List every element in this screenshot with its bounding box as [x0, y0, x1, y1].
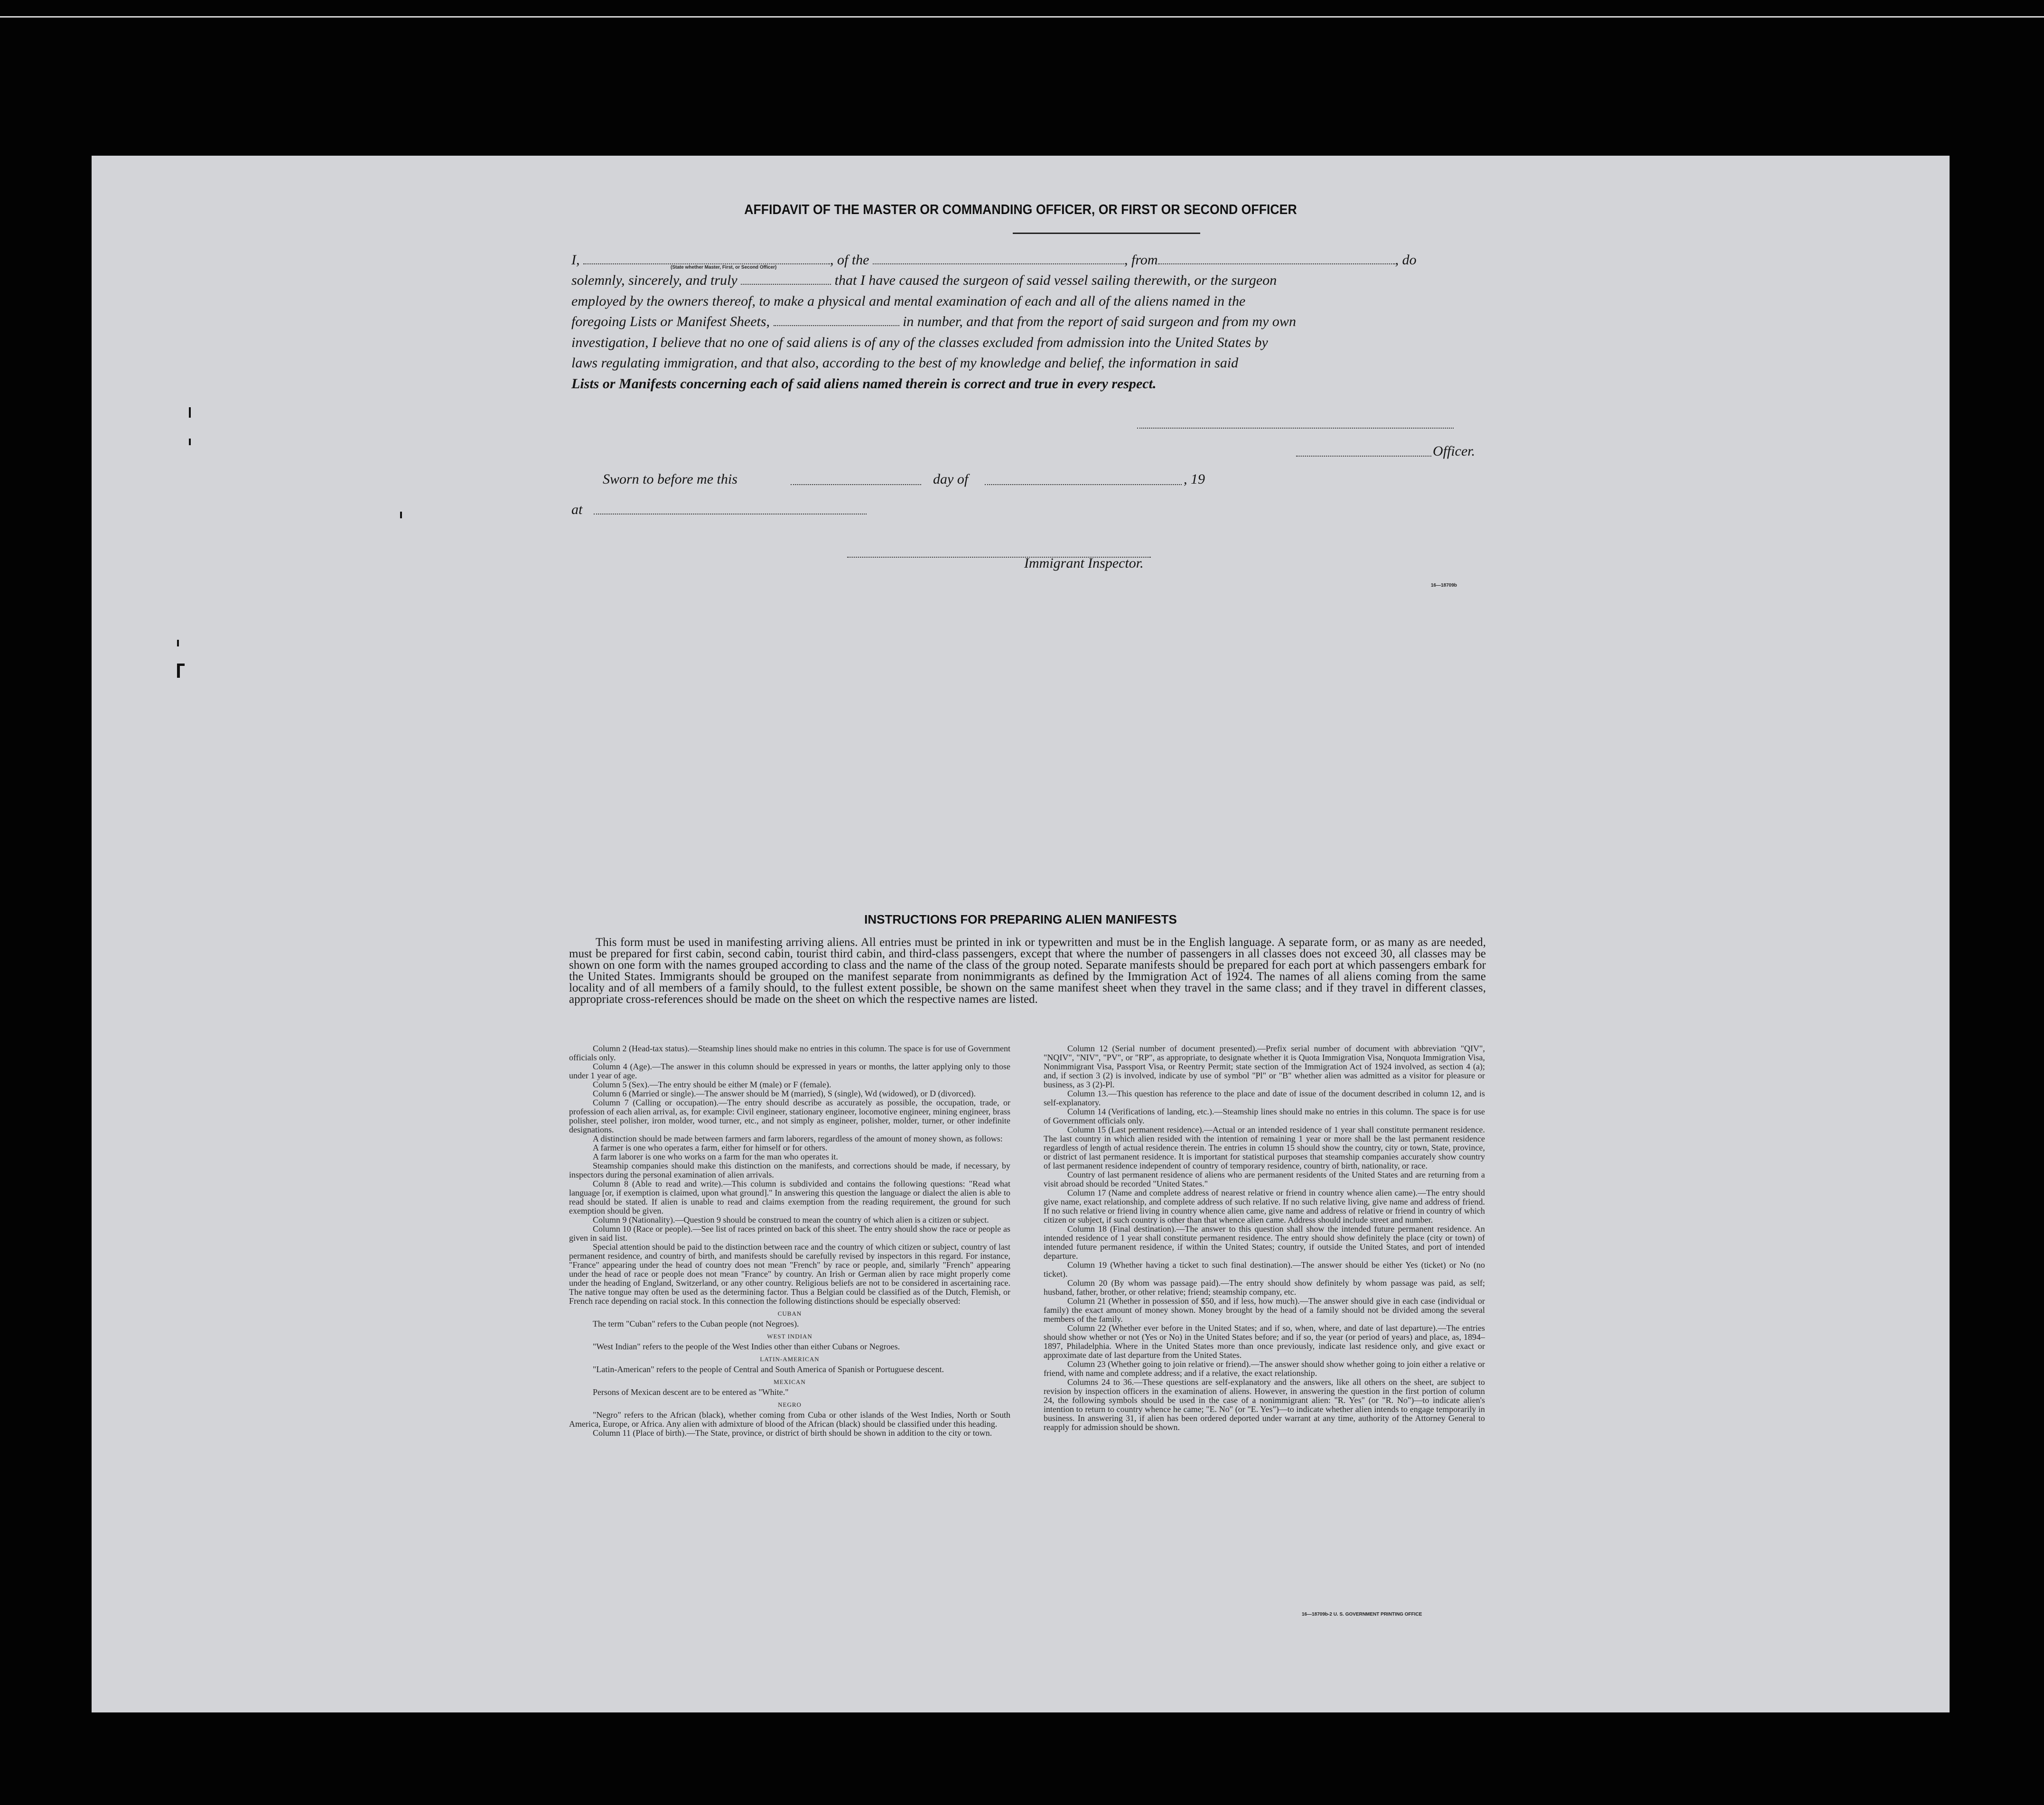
- affidavit-line-5: investigation, I believe that no one of said aliens is of any of the classes excluded from admission into the United States by: [571, 335, 1268, 350]
- col-9-note: Column 9 (Nationality).—Question 9 should be construed to mean the country of which alien is a citizen or subject.: [593, 1215, 989, 1225]
- sworn-month-field[interactable]: [985, 483, 1182, 485]
- col-8-note: Column 8 (Able to read and write).—This column is subdivided and contains the following questions: "Read what language [or, if exemption is claimed, upon what ground]." In answering this question the language or dialect the alien is able to read should be stated. If alien is unable to read and claims exemption from the reading requirement, the ground for such exemption should be given.: [569, 1179, 1010, 1216]
- col-10-note: Column 10 (Race or people).—See list of races printed on back of this sheet. The entry should show the race or people as given in said list.: [569, 1224, 1010, 1243]
- officer-label: Officer.: [1433, 443, 1475, 459]
- farmer-note: A distinction should be made between farmers and farm laborers, regardless of the amount of money shown, as follows:: [593, 1134, 1003, 1143]
- form-number: 16—18709b: [1431, 583, 1457, 588]
- signature-line[interactable]: [1137, 427, 1454, 429]
- latin-american-heading: LATIN-AMERICAN: [760, 1356, 820, 1363]
- col-2-note: Column 2 (Head-tax status).—Steamship lines should make no entries in this column. The space is for use of Government officials only.: [569, 1044, 1010, 1062]
- col-20-note: Column 20 (By whom was passage paid).—The entry should show definitely by whom passage was paid, as self; husband, father, brother, or other relative; friend; steamship company, etc.: [1044, 1278, 1485, 1297]
- affidavit-line-2b: that I have caused the surgeon of said vessel sailing therewith, or the surgeon: [834, 272, 1277, 288]
- oath-manner-field[interactable]: [741, 271, 831, 285]
- sworn-label: Sworn to before me this: [603, 471, 737, 487]
- year-label: , 19: [1184, 471, 1205, 487]
- latin-american-def: "Latin-American" refers to the people of Central and South America of Spanish or Portuguese descent.: [593, 1365, 944, 1374]
- vessel-name-field[interactable]: [873, 251, 1124, 264]
- printer-line: 16—18709b-2 U. S. GOVERNMENT PRINTING OFFICE: [1302, 1612, 1422, 1617]
- scan-mark: [178, 664, 185, 666]
- at-place-field[interactable]: [594, 513, 867, 514]
- scan-mark: [400, 512, 402, 518]
- col-6-note: Column 6 (Married or single).—The answer should be M (married), S (single), Wd (widowed), or D (divorced).: [593, 1089, 976, 1098]
- manifest-page: [92, 156, 1950, 1712]
- race-note: Special attention should be paid to the distinction between race and the country of which citizen or subject, country of last permanent residence, and country of birth, and manifests should be carefully revised by inspectors in this regard. For instance, "France" appearing under the head of country does not mean "French" by race or people, and, similarly "French" appearing under the head of race or people does not mean "France" by country. An Irish or German alien by race might properly come under the heading of England, Switzerland, or any other country. Religious beliefs are not to be considered in ascertaining race. The native tongue may often be used as the determining factor. Thus a Belgian could be classified as of the Dutch, Flemish, or French race depending on racial stock. In this connection the following distinctions should be especially observed:: [569, 1242, 1010, 1306]
- col-12-note: Column 12 (Serial number of document presented).—Prefix serial number of document with abbreviation "QIV", "NQIV", "NIV", "PV", or "RP", as appropriate, to designate whether it is Quota Immigration Visa, Nonquota Immigration Visa, Nonimmigrant Visa, Passport Visa, or Reentry Permit; state section of the Immigration Act of 1924 involved, as section 4 (a); and, if section 3 (2) is involved, indicate by use of symbol "Pl" or "B" whether alien was admitted as a visitor for pleasure or business, as 3 (2)-Pl.: [1044, 1044, 1485, 1089]
- col-23-note: Column 23 (Whether going to join relative or friend).—The answer should show whether going to join either a relative or friend, with name and complete address; and if a relative, the exact relationship.: [1044, 1359, 1485, 1378]
- affidavit-line-2a: solemnly, sincerely, and truly: [571, 272, 737, 288]
- cuban-heading: CUBAN: [777, 1310, 802, 1317]
- col-17-note: Column 17 (Name and complete address of nearest relative or friend in country whence alien came).—The entry should give name, exact relationship, and complete address of such relative. If no such relative living, give name and address of friend. If no such relative or friend living in country whence alien came, give name and address of relative or friend in country of which citizen or subject, if such country is other than that whence alien came. Address should include street and number.: [1044, 1188, 1485, 1225]
- affidavit-line-4b: in number, and that from the report of said surgeon and from my own: [903, 314, 1296, 329]
- affidavit-line-3: employed by the owners thereof, to make a physical and mental examination of each and all of the aliens named in the: [571, 293, 1246, 309]
- inspector-label: Immigrant Inspector.: [1024, 555, 1144, 571]
- instructions-title: INSTRUCTIONS FOR PREPARING ALIEN MANIFESTS: [864, 912, 1177, 926]
- do-label: , do: [1395, 252, 1417, 268]
- affidavit-line-4: [571, 311, 1488, 332]
- affidavit-line-7: Lists or Manifests concerning each of said aliens named therein is correct and true in every respect.: [571, 376, 1157, 392]
- col-15-note: Column 15 (Last permanent residence).—Actual or an intended residence of 1 year shall constitute permanent residence. The last country in which alien resided with the intention of remaining 1 year or more shall be the last permanent residence regardless of length of actual residence therein. The entries in column 15 should show the country, city or town, State, province, or district of last permanent residence. It is important for statistical purposes that steamship companies accurately show country of last permanent residence independent of country of temporary residence, country of birth, nationality, or race.: [1044, 1125, 1485, 1170]
- affidavit-title: AFFIDAVIT OF THE MASTER OR COMMANDING OFFICER, OR FIRST OR SECOND OFFICER: [744, 202, 1297, 217]
- col-14-note: Column 14 (Verifications of landing, etc.).—Steamship lines should make no entries in this column. The space is for use of Government officials only.: [1044, 1107, 1485, 1125]
- instructions-intro: This form must be used in manifesting arriving aliens. All entries must be printed in ink or typewritten and must be in the English language. A separate form, or as many as are needed, must be prepared for first cabin, second cabin, tourist third cabin, and third-class passengers, except that where the number of passengers in all classes does not exceed 30, all classes may be shown on one form with the names grouped according to class and the name of the class of the group noted. Separate manifests should be prepared for each port at which passengers embark for the United States. Immigrants should be grouped on the manifest separate from nonimmigrants as defined by the Immigration Act of 1924. The names of all aliens coming from the same locality and of all members of a family should, to the fullest extent possible, be shown on the same manifest sheet when they travel in the same class; and if they travel in different classes, appropriate cross-references should be made on the sheet on which the respective names are listed.: [569, 936, 1486, 1006]
- col-21-note: Column 21 (Whether in possession of $50, and if less, how much).—The answer should give in each case (individual or family) the exact amount of money shown. Money brought by the head of a family should not be divided among the several members of the family.: [1044, 1296, 1485, 1324]
- farmer-def: A farmer is one who operates a farm, either for himself or for others.: [593, 1143, 828, 1152]
- port-from-field[interactable]: [1158, 251, 1395, 264]
- day-of-label: day of: [933, 471, 969, 487]
- state-note: (State whether Master, First, or Second Officer): [671, 265, 777, 270]
- affidavit-line-2: [571, 270, 1488, 291]
- sheet-count-field[interactable]: [774, 313, 899, 326]
- col-24-36-note: Columns 24 to 36.—These questions are self-explanatory and the answers, like all others on the sheet, are subject to revision by inspection officers in the examination of aliens. However, in answering the question in the first portion of column 24, the following symbols should be used in the case of a nonimmigrant alien: "R. Yes" (or "R. No")—to indicate alien's intention to return to country whence he came; "E. No" (or "E. Yes")—to indicate whether alien intends to engage temporarily in business. In answering 31, if alien has been ordered deported under warrant at any time, authority of the Attorney General to reapply for admission should be shown.: [1044, 1377, 1485, 1432]
- cuban-def: The term "Cuban" refers to the Cuban people (not Negroes).: [593, 1319, 799, 1328]
- scan-edge-line: [0, 16, 2044, 18]
- col-13-note: Column 13.—This question has reference to the place and date of issue of the document described in column 12, and is self-explanatory.: [1044, 1089, 1485, 1107]
- scan-mark: [189, 407, 191, 418]
- col-4-note: Column 4 (Age).—The answer in this column should be expressed in years or months, the latter applying only to those under 1 year of age.: [569, 1062, 1010, 1080]
- farm-laborer-def: A farm laborer is one who works on a farm for the man who operates it.: [593, 1152, 838, 1161]
- mexican-def: Persons of Mexican descent are to be entered as "White.": [593, 1387, 789, 1397]
- sworn-day-field[interactable]: [791, 483, 921, 485]
- col-7-note: Column 7 (Calling or occupation).—The entry should describe as accurately as possible, the occupation, trade, or profession of each alien arrival, as, for example: Civil engineer, stationary engineer, locomotive engineer, mining engineer, brass polisher, steel polisher, iron molder, wood turner, etc., and not simply as engineer, polisher, molder, turner, or other indefinite designations.: [569, 1098, 1010, 1134]
- west-indian-heading: WEST INDIAN: [767, 1333, 812, 1340]
- affidavit-i-label: I,: [571, 252, 580, 268]
- col-5-note: Column 5 (Sex).—The entry should be either M (male) or F (female).: [593, 1080, 831, 1089]
- negro-def: "Negro" refers to the African (black), whether coming from Cuba or other islands of the West Indies, North or South America, Europe, or Africa. Any alien with admixture of blood of the African (black) should be classified under this heading.: [569, 1410, 1010, 1429]
- at-label: at: [571, 502, 583, 517]
- affidavit-line-4a: foregoing Lists or Manifest Sheets,: [571, 314, 770, 329]
- of-the-label: , of the: [830, 252, 869, 268]
- officer-rank-field[interactable]: [583, 251, 830, 264]
- west-indian-def: "West Indian" refers to the people of the West Indies other than either Cubans or Negroes.: [593, 1342, 900, 1351]
- affidavit-line-6: laws regulating immigration, and that also, according to the best of my knowledge and belief, the information in said: [571, 355, 1239, 371]
- title-rule: [1013, 233, 1200, 234]
- col-18-note: Column 18 (Final destination).—The answer to this question shall show the intended future permanent residence. An intended residence of 1 year shall constitute permanent residence. The entry should show definitely the place (city or town) of intended future permanent residence, if within the United States; country, if outside the United States, and port of intended departure.: [1044, 1224, 1485, 1261]
- scan-mark: [177, 640, 179, 646]
- residence-note: Country of last permanent residence of aliens who are permanent residents of the United States and are returning from a visit abroad should be recorded "United States.": [1044, 1170, 1485, 1188]
- mexican-heading: MEXICAN: [774, 1378, 806, 1385]
- col-19-note: Column 19 (Whether having a ticket to such final destination).—The answer should be either Yes (ticket) or No (no ticket).: [1044, 1260, 1485, 1279]
- col-11-note: Column 11 (Place of birth).—The State, province, or district of birth should be shown in addition to the city or town.: [593, 1428, 992, 1438]
- instructions-right-column: [1044, 1044, 1485, 1432]
- distinction-note: Steamship companies should make this distinction on the manifests, and corrections should be made, if necessary, by inspectors during the personal examination of alien arrivals.: [569, 1161, 1010, 1179]
- instructions-left-column: [569, 1044, 1010, 1438]
- from-label: , from: [1124, 252, 1158, 268]
- scan-mark: [189, 439, 191, 445]
- officer-signature-line[interactable]: [1296, 455, 1431, 457]
- negro-heading: NEGRO: [778, 1401, 802, 1408]
- col-22-note: Column 22 (Whether ever before in the United States; and if so, when, where, and date of last departure).—The entries should show whether or not (Yes or No) in the United States before; and if so, the year (or period of years) and place, as, 1894–1897, Philadelphia. Where in the United States more than once previously, indicate last residence only, and give exact or approximate date of last departure from the United States.: [1044, 1323, 1485, 1360]
